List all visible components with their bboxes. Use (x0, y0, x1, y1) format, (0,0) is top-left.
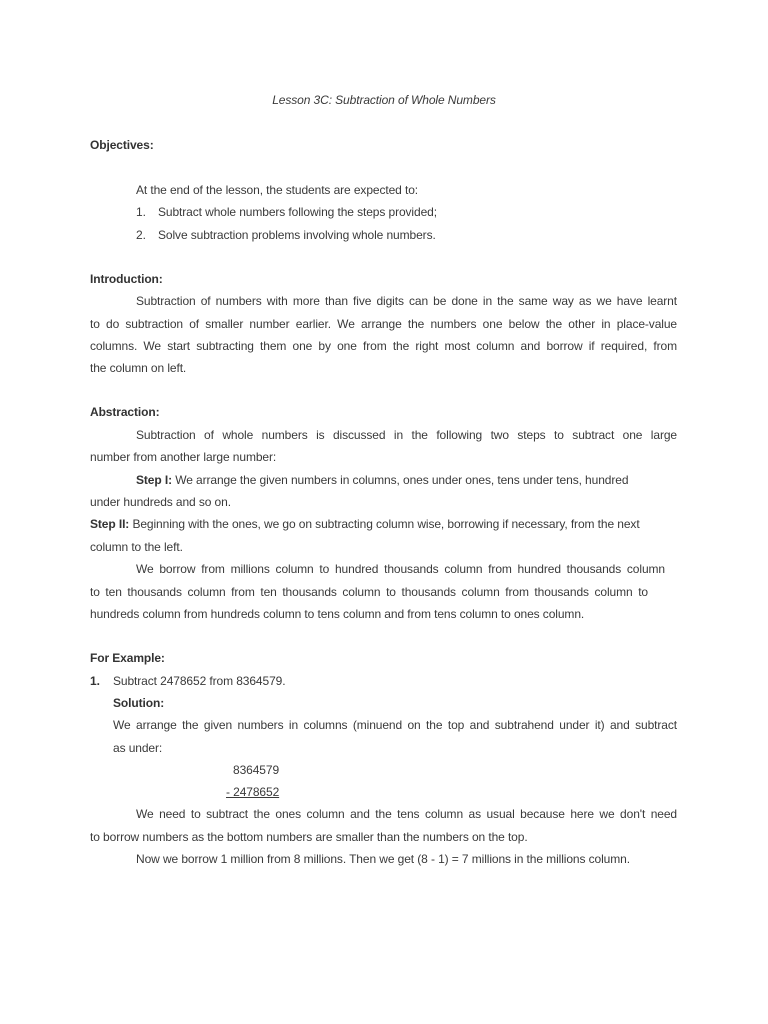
objectives-intro: At the end of the lesson, the students are expected to: (136, 183, 419, 197)
example-number: 1. (90, 674, 100, 688)
lesson-title: Lesson 3C: Subtraction of Whole Numbers (272, 93, 496, 107)
objective-number-2: 2. (136, 228, 146, 242)
introduction-line-4: the column on left. (90, 361, 187, 375)
after-line-1: We need to subtract the ones column and the tens column as usual because here we don't need (136, 807, 677, 821)
abstraction-line-2: number from another large number: (90, 450, 277, 464)
step-1-line-1 (136, 472, 628, 488)
minuend: 8364579 (233, 763, 280, 777)
borrow-line-3: hundreds column from hundreds column to tens column and from tens column to ones column. (90, 607, 585, 621)
objectives-heading: Objectives: (90, 138, 154, 152)
introduction-heading: Introduction: (90, 272, 163, 286)
abstraction-heading: Abstraction: (90, 405, 160, 419)
step-1-label: Step I: (136, 473, 172, 487)
after-line-2: to borrow numbers as the bottom numbers are smaller than the numbers on the top. (90, 830, 528, 844)
solution-label: Solution: (113, 696, 165, 710)
borrow-line-1: We borrow from millions column to hundred thousands column from hundred thousands column (136, 562, 665, 576)
objective-item-1: Subtract whole numbers following the steps provided; (158, 205, 437, 219)
abstraction-line-1: Subtraction of whole numbers is discussed in the following two steps to subtract one large (136, 428, 677, 442)
step-2-line-1 (90, 516, 640, 532)
step-2-label: Step II: (90, 517, 130, 531)
step-1-text: We arrange the given numbers in columns, ones under ones, tens under tens, hundred (175, 473, 629, 487)
objective-item-2: Solve subtraction problems involving whole numbers. (158, 228, 436, 242)
example-problem: Subtract 2478652 from 8364579. (113, 674, 286, 688)
borrow-line-2: to ten thousands column from ten thousands column to thousands column from thousands column to (90, 585, 648, 599)
step-2-line-2: column to the left. (90, 540, 183, 554)
introduction-line-1: Subtraction of numbers with more than five digits can be done in the same way as we have learnt (136, 294, 677, 308)
example-heading: For Example: (90, 651, 165, 665)
introduction-line-3: columns. We start subtracting them one by one from the right most column and borrow if required, from (90, 339, 677, 353)
objective-number-1: 1. (136, 205, 146, 219)
step-1-line-2: under hundreds and so on. (90, 495, 231, 509)
after-line-3: Now we borrow 1 million from 8 millions. Then we get (8 - 1) = 7 millions in the millions column. (136, 852, 630, 866)
solution-line-1: We arrange the given numbers in columns (minuend on the top and subtrahend under it) and subtract (113, 718, 677, 732)
step-2-text: Beginning with the ones, we go on subtracting column wise, borrowing if necessary, from the next (132, 517, 640, 531)
solution-line-2: as under: (113, 741, 163, 755)
introduction-line-2: to do subtraction of smaller number earlier. We arrange the numbers one below the other in place-value (90, 317, 677, 331)
subtrahend: - 2478652 (226, 785, 280, 799)
